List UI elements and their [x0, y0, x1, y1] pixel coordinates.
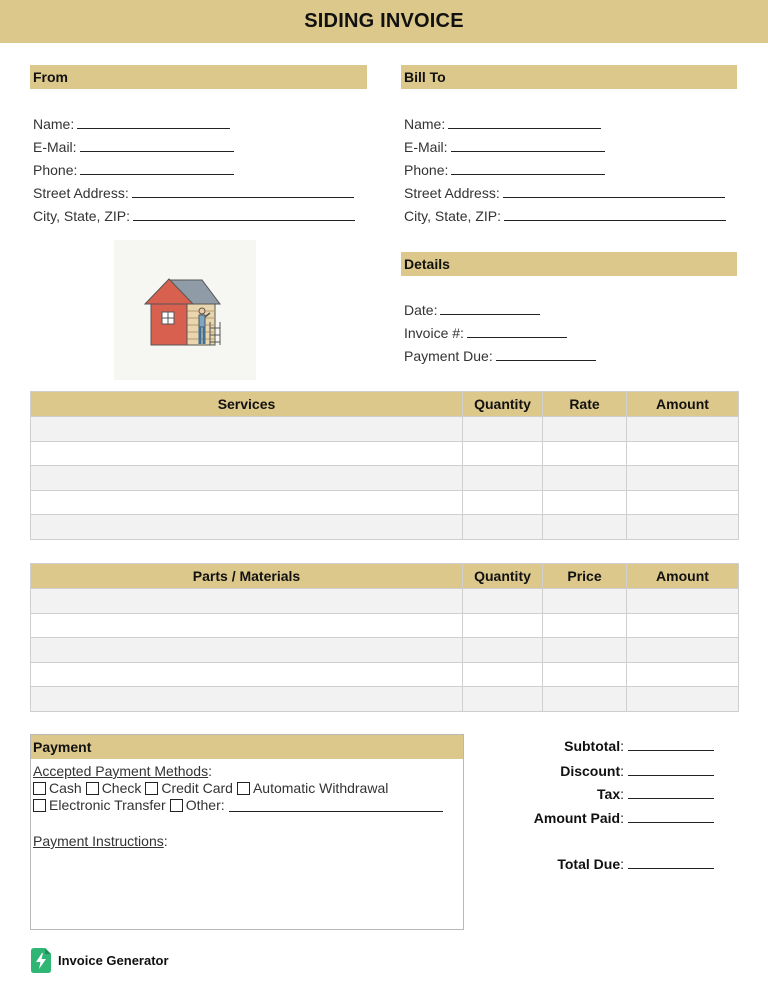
automatic-withdrawal-checkbox[interactable]: Automatic Withdrawal [237, 780, 388, 796]
other-input-line[interactable] [229, 799, 443, 812]
parts-amount-header: Amount [627, 564, 739, 589]
payment-methods-row-2 [33, 797, 447, 813]
table-row [31, 589, 739, 614]
title-bar [0, 0, 768, 43]
accepted-methods-label: Accepted Payment Methods: [33, 763, 212, 779]
from-header: From [30, 65, 367, 89]
bill-city-field[interactable]: City, State, ZIP: [404, 207, 726, 225]
amount-header: Amount [627, 392, 739, 417]
payment-box [30, 734, 464, 930]
bill-name-field[interactable]: Name: [404, 115, 601, 133]
checkbox-icon [33, 799, 46, 812]
subtotal-field[interactable]: Subtotal : [564, 737, 714, 754]
checkbox-icon [237, 782, 250, 795]
check-checkbox[interactable]: Check [86, 780, 142, 796]
credit-card-checkbox[interactable]: Credit Card [145, 780, 233, 796]
from-street-field[interactable]: Street Address: [33, 184, 354, 202]
tax-field[interactable]: Tax : [597, 785, 714, 802]
table-row [31, 687, 739, 712]
total-due-field[interactable]: Total Due : [557, 855, 714, 872]
parts-quantity-header: Quantity [463, 564, 543, 589]
services-table [30, 391, 739, 540]
checkbox-icon [170, 799, 183, 812]
brand-logo[interactable] [31, 948, 169, 973]
from-name-field[interactable]: Name: [33, 115, 230, 133]
payment-header: Payment [31, 735, 463, 759]
checkbox-icon [33, 782, 46, 795]
payment-instructions-label: Payment Instructions: [33, 833, 168, 849]
services-header: Services [31, 392, 463, 417]
checkbox-icon [145, 782, 158, 795]
table-row [31, 515, 739, 540]
bill-email-field[interactable]: E-Mail: [404, 138, 605, 156]
rate-header: Rate [543, 392, 627, 417]
page-title: SIDING INVOICE [304, 10, 464, 32]
price-header: Price [543, 564, 627, 589]
table-row [31, 490, 739, 515]
from-city-field[interactable]: City, State, ZIP: [33, 207, 355, 225]
parts-table [30, 563, 739, 712]
bill-phone-field[interactable]: Phone: [404, 161, 605, 179]
from-email-field[interactable]: E-Mail: [33, 138, 234, 156]
brand-name: Invoice Generator [58, 953, 169, 968]
table-row [31, 466, 739, 491]
table-row [31, 441, 739, 466]
table-row [31, 662, 739, 687]
logo-box[interactable] [114, 240, 256, 380]
amount-paid-field[interactable]: Amount Paid : [534, 809, 714, 826]
payment-methods-row-1 [33, 780, 392, 796]
checkbox-icon [86, 782, 99, 795]
cash-checkbox[interactable]: Cash [33, 780, 82, 796]
quantity-header: Quantity [463, 392, 543, 417]
parts-header: Parts / Materials [31, 564, 463, 589]
payment-due-field[interactable]: Payment Due: [404, 347, 596, 365]
table-row [31, 417, 739, 442]
discount-field[interactable]: Discount : [560, 762, 714, 779]
date-field[interactable]: Date: [404, 301, 540, 319]
lightning-bolt-icon [31, 948, 51, 973]
table-row [31, 638, 739, 663]
electronic-transfer-checkbox[interactable]: Electronic Transfer [33, 797, 166, 813]
table-row [31, 613, 739, 638]
invoice-number-field[interactable]: Invoice #: [404, 324, 567, 342]
bill-to-header: Bill To [401, 65, 737, 89]
house-siding-icon [114, 240, 256, 380]
details-header: Details [401, 252, 737, 276]
from-phone-field[interactable]: Phone: [33, 161, 234, 179]
bill-street-field[interactable]: Street Address: [404, 184, 725, 202]
other-checkbox[interactable]: Other: [170, 797, 443, 813]
